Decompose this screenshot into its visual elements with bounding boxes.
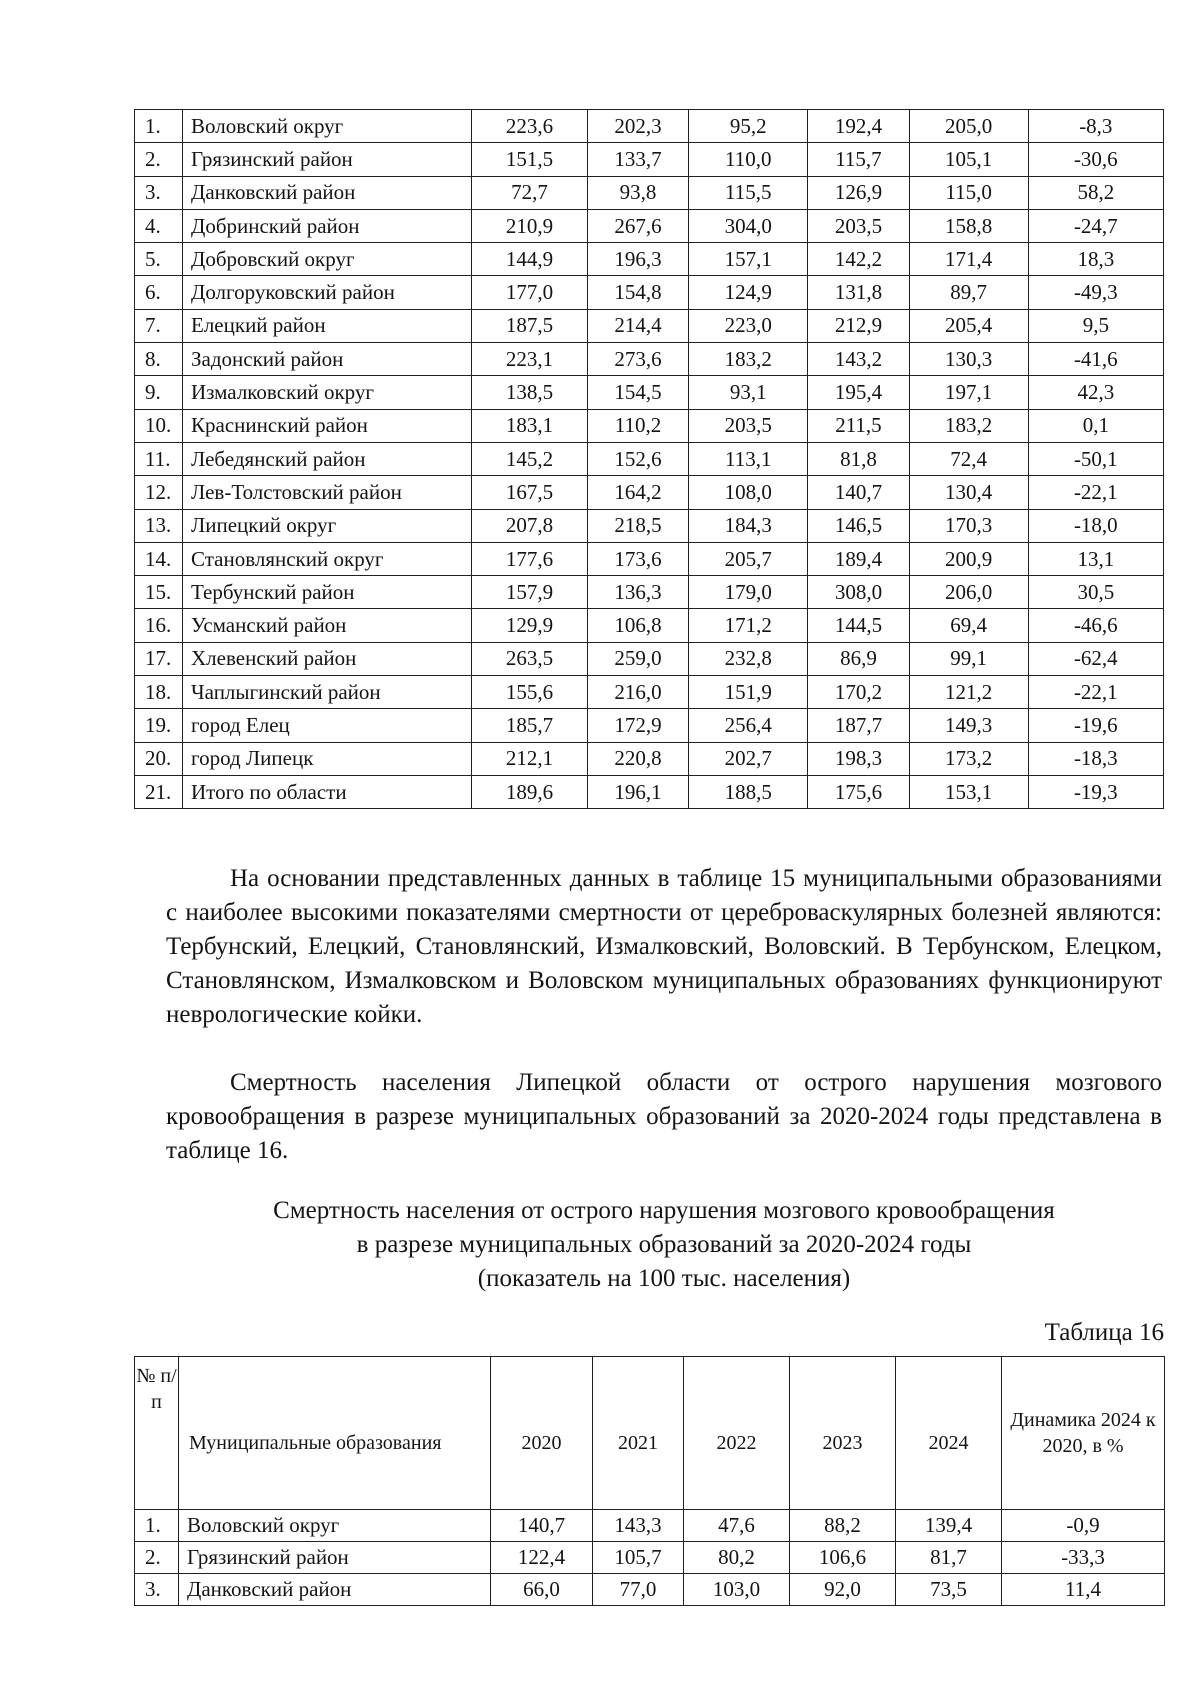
dynamics-percent: -0,9	[1002, 1510, 1165, 1542]
value-2023: 92,0	[790, 1574, 896, 1606]
value-2024: 105,1	[909, 143, 1028, 176]
value-2022: 256,4	[689, 709, 808, 742]
value-2022: 124,9	[689, 276, 808, 309]
value-2024: 170,3	[909, 509, 1028, 542]
value-2021: 164,2	[587, 476, 688, 509]
municipality-name: Елецкий район	[183, 309, 472, 342]
value-2020: 122,4	[491, 1542, 593, 1574]
value-2024: 81,7	[896, 1542, 1002, 1574]
value-2020: 189,6	[472, 775, 588, 808]
value-2020: 129,9	[472, 609, 588, 642]
dynamics-percent: 11,4	[1002, 1574, 1165, 1606]
dynamics-percent: -24,7	[1028, 209, 1163, 242]
value-2023: 81,8	[808, 442, 909, 475]
value-2020: 183,1	[472, 409, 588, 442]
municipality-name: Задонский район	[183, 343, 472, 376]
table-row	[135, 476, 1164, 509]
value-2021: 259,0	[587, 642, 688, 675]
value-2024: 205,4	[909, 309, 1028, 342]
value-2023: 146,5	[808, 509, 909, 542]
value-2022: 95,2	[689, 110, 808, 143]
value-2021: 93,8	[587, 176, 688, 209]
row-index: 14.	[135, 542, 183, 575]
dynamics-percent: -33,3	[1002, 1542, 1165, 1574]
municipality-name: Липецкий округ	[183, 509, 472, 542]
dynamics-percent: -18,3	[1028, 742, 1163, 775]
value-2021: 154,5	[587, 376, 688, 409]
municipality-name: Лев-Толстовский район	[183, 476, 472, 509]
value-2021: 106,8	[587, 609, 688, 642]
caption-line-1: Смертность населения от острого нарушения мозгового кровообращения	[273, 1197, 1055, 1224]
value-2024: 206,0	[909, 576, 1028, 609]
table-row	[135, 1510, 1165, 1542]
row-index: 1.	[135, 1510, 179, 1542]
row-index: 7.	[135, 309, 183, 342]
row-index: 3.	[135, 176, 183, 209]
value-2023: 106,6	[790, 1542, 896, 1574]
table-row	[135, 110, 1164, 143]
value-2024: 99,1	[909, 642, 1028, 675]
table-row	[135, 309, 1164, 342]
value-2024: 89,7	[909, 276, 1028, 309]
value-2021: 218,5	[587, 509, 688, 542]
value-2024: 173,2	[909, 742, 1028, 775]
value-2020: 207,8	[472, 509, 588, 542]
table-row	[135, 176, 1164, 209]
table-row	[135, 775, 1164, 808]
dynamics-percent: -22,1	[1028, 676, 1163, 709]
value-2024: 130,4	[909, 476, 1028, 509]
value-2022: 183,2	[689, 343, 808, 376]
dynamics-percent: -8,3	[1028, 110, 1163, 143]
municipality-name: Добровский округ	[183, 243, 472, 276]
dynamics-percent: 9,5	[1028, 309, 1163, 342]
value-2023: 212,9	[808, 309, 909, 342]
row-index: 12.	[135, 476, 183, 509]
table-row	[135, 576, 1164, 609]
value-2023: 144,5	[808, 609, 909, 642]
dynamics-percent: -19,6	[1028, 709, 1163, 742]
header-2024: 2024	[896, 1357, 1002, 1510]
table-row	[135, 542, 1164, 575]
value-2020: 151,5	[472, 143, 588, 176]
row-index: 10.	[135, 409, 183, 442]
value-2024: 130,3	[909, 343, 1028, 376]
value-2022: 108,0	[689, 476, 808, 509]
value-2023: 86,9	[808, 642, 909, 675]
row-index: 9.	[135, 376, 183, 409]
value-2020: 157,9	[472, 576, 588, 609]
value-2024: 205,0	[909, 110, 1028, 143]
row-index: 5.	[135, 243, 183, 276]
value-2022: 223,0	[689, 309, 808, 342]
value-2020: 187,5	[472, 309, 588, 342]
header-municipality: Муниципальные образования	[179, 1357, 491, 1510]
row-index: 20.	[135, 742, 183, 775]
table-row	[135, 609, 1164, 642]
dynamics-percent: 0,1	[1028, 409, 1163, 442]
row-index: 13.	[135, 509, 183, 542]
value-2021: 196,1	[587, 775, 688, 808]
row-index: 17.	[135, 642, 183, 675]
table-16	[134, 1356, 1165, 1606]
header-2020: 2020	[491, 1357, 593, 1510]
value-2024: 153,1	[909, 775, 1028, 808]
value-2020: 263,5	[472, 642, 588, 675]
table-16-header-row	[135, 1357, 1165, 1510]
value-2020: 140,7	[491, 1510, 593, 1542]
value-2023: 126,9	[808, 176, 909, 209]
value-2023: 198,3	[808, 742, 909, 775]
row-index: 16.	[135, 609, 183, 642]
value-2020: 66,0	[491, 1574, 593, 1606]
municipality-name: Хлевенский район	[183, 642, 472, 675]
value-2023: 170,2	[808, 676, 909, 709]
value-2020: 185,7	[472, 709, 588, 742]
dynamics-percent: 13,1	[1028, 542, 1163, 575]
value-2023: 115,7	[808, 143, 909, 176]
value-2023: 192,4	[808, 110, 909, 143]
value-2021: 173,6	[587, 542, 688, 575]
value-2022: 151,9	[689, 676, 808, 709]
municipality-name: Данковский район	[183, 176, 472, 209]
municipality-name: Краснинский район	[183, 409, 472, 442]
value-2023: 195,4	[808, 376, 909, 409]
table-row	[135, 143, 1164, 176]
municipality-name: Грязинский район	[183, 143, 472, 176]
table-row	[135, 1542, 1165, 1574]
dynamics-percent: -49,3	[1028, 276, 1163, 309]
table-row	[135, 709, 1164, 742]
paragraph-intro-table16-text: Смертность населения Липецкой области от острого нарушения мозгового кровообращения в разрезе муниципальных образований за 2020-2024 годы представлена в таблице 16.	[166, 1069, 1162, 1164]
value-2022: 202,7	[689, 742, 808, 775]
header-index: № п/п	[135, 1357, 179, 1510]
row-index: 3.	[135, 1574, 179, 1606]
municipality-name: Грязинский район	[179, 1542, 491, 1574]
dynamics-percent: -62,4	[1028, 642, 1163, 675]
value-2024: 183,2	[909, 409, 1028, 442]
row-index: 21.	[135, 775, 183, 808]
value-2022: 188,5	[689, 775, 808, 808]
value-2020: 144,9	[472, 243, 588, 276]
value-2023: 189,4	[808, 542, 909, 575]
value-2024: 121,2	[909, 676, 1028, 709]
municipality-name: Усманский район	[183, 609, 472, 642]
dynamics-percent: -19,3	[1028, 775, 1163, 808]
row-index: 19.	[135, 709, 183, 742]
value-2024: 149,3	[909, 709, 1028, 742]
value-2022: 179,0	[689, 576, 808, 609]
municipality-name: Тербунский район	[183, 576, 472, 609]
value-2022: 47,6	[684, 1510, 790, 1542]
value-2021: 105,7	[593, 1542, 684, 1574]
dynamics-percent: -46,6	[1028, 609, 1163, 642]
value-2020: 210,9	[472, 209, 588, 242]
value-2023: 175,6	[808, 775, 909, 808]
header-2021: 2021	[593, 1357, 684, 1510]
municipality-name: Долгоруковский район	[183, 276, 472, 309]
dynamics-percent: 18,3	[1028, 243, 1163, 276]
value-2020: 223,1	[472, 343, 588, 376]
header-2022: 2022	[684, 1357, 790, 1510]
value-2021: 220,8	[587, 742, 688, 775]
value-2021: 202,3	[587, 110, 688, 143]
value-2023: 131,8	[808, 276, 909, 309]
dynamics-percent: -30,6	[1028, 143, 1163, 176]
value-2020: 212,1	[472, 742, 588, 775]
municipality-name: Чаплыгинский район	[183, 676, 472, 709]
value-2024: 72,4	[909, 442, 1028, 475]
value-2024: 69,4	[909, 609, 1028, 642]
table-15-body	[135, 110, 1164, 809]
row-index: 15.	[135, 576, 183, 609]
caption-line-3: (показатель на 100 тыс. населения)	[477, 1265, 851, 1292]
value-2020: 223,6	[472, 110, 588, 143]
value-2024: 115,0	[909, 176, 1028, 209]
table-row	[135, 409, 1164, 442]
value-2022: 113,1	[689, 442, 808, 475]
value-2023: 142,2	[808, 243, 909, 276]
row-index: 6.	[135, 276, 183, 309]
paragraph-conclusion	[166, 862, 1162, 1032]
value-2021: 273,6	[587, 343, 688, 376]
value-2022: 115,5	[689, 176, 808, 209]
value-2024: 158,8	[909, 209, 1028, 242]
row-index: 18.	[135, 676, 183, 709]
value-2022: 93,1	[689, 376, 808, 409]
value-2021: 196,3	[587, 243, 688, 276]
value-2021: 136,3	[587, 576, 688, 609]
row-index: 8.	[135, 343, 183, 376]
value-2024: 139,4	[896, 1510, 1002, 1542]
paragraph-conclusion-text: На основании представленных данных в таблице 15 муниципальными образованиями с наиболее высокими показателями смертности от цереброваскулярных болезней являются: Тербунский, Елецкий, Становлянский, Измалковский, Воловский. В Тербунском, Елецком, Становлянском, Измалковском и Воловском муниципальных образованиях функционируют неврологические койки.	[166, 865, 1162, 1028]
value-2020: 155,6	[472, 676, 588, 709]
paragraph-intro-table16	[166, 1066, 1162, 1168]
row-index: 2.	[135, 1542, 179, 1574]
table-row	[135, 742, 1164, 775]
value-2024: 73,5	[896, 1574, 1002, 1606]
table-16-caption	[166, 1194, 1162, 1296]
value-2022: 157,1	[689, 243, 808, 276]
value-2020: 145,2	[472, 442, 588, 475]
value-2021: 214,4	[587, 309, 688, 342]
municipality-name: Добринский район	[183, 209, 472, 242]
row-index: 11.	[135, 442, 183, 475]
row-index: 4.	[135, 209, 183, 242]
value-2020: 177,0	[472, 276, 588, 309]
value-2022: 304,0	[689, 209, 808, 242]
value-2023: 187,7	[808, 709, 909, 742]
row-index: 2.	[135, 143, 183, 176]
value-2021: 77,0	[593, 1574, 684, 1606]
dynamics-percent: 30,5	[1028, 576, 1163, 609]
value-2021: 152,6	[587, 442, 688, 475]
dynamics-percent: -18,0	[1028, 509, 1163, 542]
value-2022: 184,3	[689, 509, 808, 542]
caption-line-2: в разрезе муниципальных образований за 2020-2024 годы	[356, 1231, 972, 1258]
table-row	[135, 442, 1164, 475]
table-row	[135, 1574, 1165, 1606]
value-2021: 267,6	[587, 209, 688, 242]
value-2022: 80,2	[684, 1542, 790, 1574]
row-index: 1.	[135, 110, 183, 143]
dynamics-percent: 58,2	[1028, 176, 1163, 209]
value-2020: 138,5	[472, 376, 588, 409]
municipality-name: Воловский округ	[183, 110, 472, 143]
table-row	[135, 509, 1164, 542]
table-row	[135, 376, 1164, 409]
dynamics-percent: -41,6	[1028, 343, 1163, 376]
value-2022: 103,0	[684, 1574, 790, 1606]
value-2021: 172,9	[587, 709, 688, 742]
municipality-name: Данковский район	[179, 1574, 491, 1606]
value-2023: 140,7	[808, 476, 909, 509]
value-2021: 216,0	[587, 676, 688, 709]
value-2020: 72,7	[472, 176, 588, 209]
table-row	[135, 243, 1164, 276]
table-16-label: Таблица 16	[1044, 1319, 1164, 1346]
header-dynamics: Динамика 2024 к 2020, в %	[1002, 1357, 1165, 1510]
value-2021: 110,2	[587, 409, 688, 442]
value-2023: 203,5	[808, 209, 909, 242]
value-2023: 308,0	[808, 576, 909, 609]
header-2023: 2023	[790, 1357, 896, 1510]
table-16-body	[135, 1510, 1165, 1606]
value-2024: 197,1	[909, 376, 1028, 409]
municipality-name: Лебедянский район	[183, 442, 472, 475]
municipality-name: Измалковский округ	[183, 376, 472, 409]
value-2024: 200,9	[909, 542, 1028, 575]
municipality-name: Итого по области	[183, 775, 472, 808]
table-row	[135, 209, 1164, 242]
municipality-name: город Липецк	[183, 742, 472, 775]
municipality-name: Становлянский округ	[183, 542, 472, 575]
value-2022: 203,5	[689, 409, 808, 442]
table-row	[135, 642, 1164, 675]
value-2023: 143,2	[808, 343, 909, 376]
value-2020: 177,6	[472, 542, 588, 575]
table-row	[135, 343, 1164, 376]
value-2021: 133,7	[587, 143, 688, 176]
table-row	[135, 676, 1164, 709]
value-2020: 167,5	[472, 476, 588, 509]
dynamics-percent: 42,3	[1028, 376, 1163, 409]
municipality-name: Воловский округ	[179, 1510, 491, 1542]
value-2024: 171,4	[909, 243, 1028, 276]
value-2021: 154,8	[587, 276, 688, 309]
value-2022: 232,8	[689, 642, 808, 675]
municipality-name: город Елец	[183, 709, 472, 742]
value-2022: 171,2	[689, 609, 808, 642]
value-2021: 143,3	[593, 1510, 684, 1542]
value-2023: 211,5	[808, 409, 909, 442]
table-15	[134, 109, 1164, 809]
value-2023: 88,2	[790, 1510, 896, 1542]
table-row	[135, 276, 1164, 309]
dynamics-percent: -50,1	[1028, 442, 1163, 475]
dynamics-percent: -22,1	[1028, 476, 1163, 509]
value-2022: 110,0	[689, 143, 808, 176]
value-2022: 205,7	[689, 542, 808, 575]
